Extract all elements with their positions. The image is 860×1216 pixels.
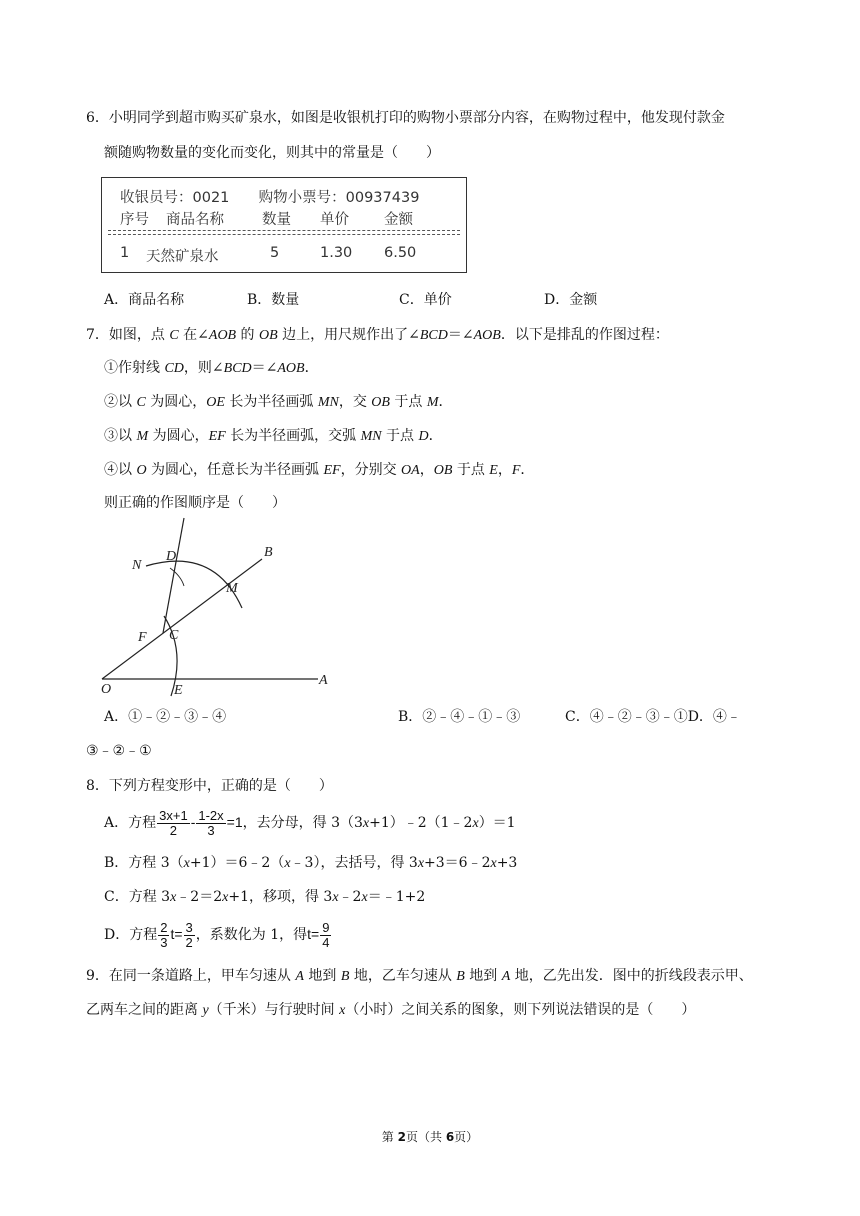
q8-option-b: B．方程 3（x+1）＝6﹣2（x﹣3），去括号，得 3x+3＝6﹣2x+3 xyxy=(104,855,518,871)
q8-option-d: D．方程 $\frac{2}{3}$ t= $\frac{3}{2}$ ，系数化为 1，得t= $\frac{9}{4}$ xyxy=(104,919,330,950)
receipt-ticket: 购物小票号：00937439 xyxy=(258,190,420,206)
label-m: M xyxy=(226,581,238,596)
q7-step-2: ②以 C 为圆心，OE 长为半径画弧 MN，交 OB 于点 M． xyxy=(104,394,453,410)
label-o: O xyxy=(101,682,112,697)
label-n: N xyxy=(132,558,142,573)
receipt-header-name: 商品名称 xyxy=(166,212,224,228)
receipt-cell-name: 天然矿泉水 xyxy=(146,249,219,265)
receipt-header-qty: 数量 xyxy=(262,212,291,228)
label-a: A xyxy=(319,673,328,688)
q7-stem: 7．如图，点 C 在∠AOB 的 OB 边上，用尺规作出了∠BCD＝∠AOB．以下是排乱的作图过程： xyxy=(86,327,669,343)
q6-option-b: B．数量 xyxy=(247,292,300,308)
receipt-divider-1 xyxy=(108,230,460,231)
q9-line1: 9．在同一条道路上，甲车匀速从 A 地到 B 地，乙车匀速从 B 地到 A 地，乙先出发．图中的折线段表示甲、 xyxy=(86,968,753,984)
label-d: D xyxy=(166,549,177,564)
q7-option-a: A．①﹣②﹣③﹣④ xyxy=(104,709,227,725)
q7-question: 则正确的作图顺序是（ ） xyxy=(104,495,286,511)
label-f: F xyxy=(138,630,147,645)
q7-step-1: ①作射线 CD，则∠BCD＝∠AOB． xyxy=(104,360,319,376)
receipt-figure xyxy=(101,177,467,273)
receipt-cell-qty: 5 xyxy=(270,245,280,261)
label-b: B xyxy=(264,545,273,560)
geometry-figure xyxy=(96,516,346,700)
q8-option-c: C．方程 3x﹣2＝2x+1，移项，得 3x﹣2x＝﹣1+2 xyxy=(104,889,426,905)
receipt-cell-index: 1 xyxy=(120,245,130,261)
label-c: C xyxy=(169,628,179,643)
q6-option-c: C．单价 xyxy=(399,292,452,308)
label-e: E xyxy=(174,683,183,698)
q6-option-a: A．商品名称 xyxy=(104,292,185,308)
q7-option-d-continued: ③﹣②﹣① xyxy=(86,743,152,759)
q8-option-a: A．方程 $\frac{3x+1}{2}$ - $\frac{1-2x}{3}$ =1，去分母，得 3（3x+1）﹣2（1﹣2x）＝1 xyxy=(104,807,516,838)
q7-step-4: ④以 O 为圆心，任意长为半径画弧 EF，分别交 OA，OB 于点 E，F． xyxy=(104,462,535,478)
q7-step-3: ③以 M 为圆心，EF 长为半径画弧，交弧 MN 于点 D． xyxy=(104,428,443,444)
q6-line2: 额随购物数量的变化而变化，则其中的常量是（ ） xyxy=(104,145,440,161)
receipt-cell-amount: 6.50 xyxy=(384,245,417,261)
q6-option-d: D．金额 xyxy=(544,292,598,308)
receipt-cell-price: 1.30 xyxy=(320,245,353,261)
page-number: 2 xyxy=(397,1130,406,1144)
receipt-cashier: 收银员号：0021 xyxy=(120,190,230,206)
q8-stem: 8．下列方程变形中，正确的是（ ） xyxy=(86,778,333,794)
ray-cd xyxy=(163,518,184,633)
ray-ob xyxy=(102,559,262,679)
q6-line1: 6．小明同学到超市购买矿泉水，如图是收银机打印的购物小票部分内容，在购物过程中，他发现付款金 xyxy=(86,110,725,126)
receipt-header-price: 单价 xyxy=(320,212,349,228)
page-footer: 第 2页（共 6页） xyxy=(381,1130,479,1144)
q7-option-c-d: C．④﹣②﹣③﹣①D．④﹣ xyxy=(565,709,741,725)
receipt-header-index: 序号 xyxy=(120,212,149,228)
q9-line2: 乙两车之间的距离 y（千米）与行驶时间 x（小时）之间关系的图象，则下列说法错误的是（ ） xyxy=(86,1002,696,1018)
q7-option-b: B．②﹣④﹣①﹣③ xyxy=(398,709,521,725)
page-total: 6 xyxy=(445,1130,455,1144)
receipt-divider-2 xyxy=(108,234,460,235)
receipt-header-amount: 金额 xyxy=(384,212,413,228)
